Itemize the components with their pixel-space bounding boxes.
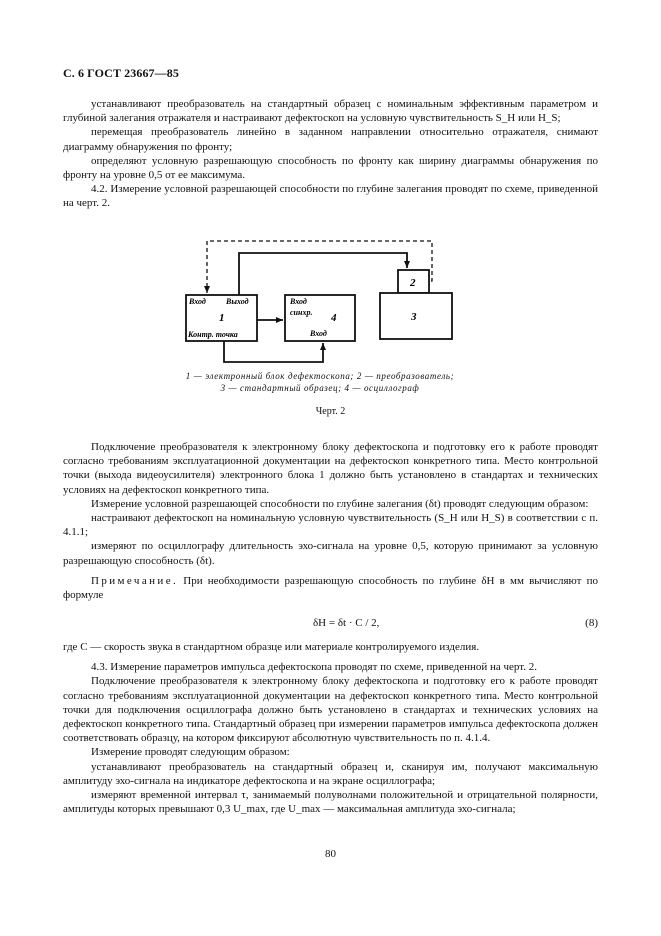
paragraph: Подключение преобразователя к электронному блоку дефектоскопа и подготовку его к работе проводят согласно требованиям эксплуатационной документации на дефектоскоп конкретного типа. Место контрольной точки (выхода видеоусилителя) электронного блока 1 должно быть установлено в стандартах и технических условиях на дефектоскоп конкретного типа. (63, 441, 598, 496)
figure-title: Черт. 2 (315, 406, 346, 417)
block-4-input-label: Вход (290, 297, 307, 306)
page-number: 80 (325, 848, 336, 860)
bottom-loop-line (224, 341, 323, 362)
note-paragraph (63, 574, 598, 602)
paragraph: настраивают дефектоскоп на номинальную условную чувствительность (S_H или H_S) в соответствии с п. 4.1.1; (63, 512, 598, 539)
paragraph: перемещая преобразователь линейно в заданном направлении относительно отражателя, снимают диаграмму обнаружения по фронту; (63, 126, 598, 153)
paragraph: устанавливают преобразователь на стандартный образец и, сканируя им, получают максимальную амплитуду эхо-сигнала на индикаторе дефектоскопа и на экране осциллографа; (63, 760, 598, 787)
block-1-number: 1 (219, 312, 225, 324)
formula-row (63, 617, 598, 631)
block-4-number: 4 (331, 312, 337, 324)
paragraph: Измерение проводят следующим образом: (91, 746, 290, 759)
text-block-3 (63, 640, 598, 816)
paragraph: Подключение преобразователя к электронному блоку дефектоскопа и подготовку его к работе проводят согласно требованиям эксплуатационной документации на дефектоскоп конкретного типа. Место контрольной точки для подключения осциллографа должно быть установлено в стандартах и технических условиях на дефектоскоп конкретного типа. Стандартный образец при измерении параметров импульса дефектоскопа должен соответствовать образцу, на котором фиксируют абсолютную чувствительность по п. 4.1.4. (63, 675, 598, 745)
figure-caption-line-1: 1 — электронный блок дефектоскопа; 2 — преобразователь; (185, 371, 455, 381)
block-1-input-label: Вход (189, 297, 206, 306)
block-4-sync-label: синхр. (290, 308, 313, 317)
block-1-output-label: Выход (226, 297, 249, 306)
paragraph: Измерение условной разрешающей способности по глубине залегания (δt) проводят следующим образом: (91, 497, 589, 510)
block-3-number: 3 (411, 311, 417, 323)
block-1-control-point-label: Контр. точка (188, 330, 238, 339)
paragraph: определяют условную разрешающую способность по фронту как ширину диаграммы обнаружения по фронту на уровне 0,5 от ее максимума. (63, 154, 598, 182)
figure-caption-line-2: 3 — стандартный образец; 4 — осциллограф (220, 383, 420, 393)
note-text: При необходимости разрешающую способность по глубине δH в мм вычисляют по формуле (63, 574, 598, 602)
page-header: С. 6 ГОСТ 23667—85 (63, 66, 179, 80)
block-2-number: 2 (410, 277, 416, 289)
paragraph: измеряют по осциллографу длительность эхо-сигнала на уровне 0,5, которую принимают за условную разрешающую способность (δt). (63, 540, 598, 567)
formula-number: (8) (585, 617, 598, 629)
note-label: Примечание. (91, 574, 179, 587)
block-4-input2-label: Вход (310, 329, 327, 338)
paragraph: 4.3. Измерение параметров импульса дефектоскопа проводят по схеме, приведенной на черт. 2. (91, 661, 538, 674)
paragraph: устанавливают преобразователь на стандартный образец с номинальным эффективным параметром и глубиной залегания отражателя и настраивают дефектоскоп на условную чувствительность S_H или H_S; (63, 98, 598, 125)
text-block-2 (63, 440, 598, 602)
paragraph: 4.2. Измерение условной разрешающей способности по глубине залегания проводят по схеме, приведенной на черт. 2. (63, 183, 598, 210)
paragraph: измеряют временной интервал τ, занимаемый полуволнами положительной и отрицательной полярности, амплитуды которых превышают 0,3 U_max, где U_max — максимальная амплитуда эхо-сигнала; (63, 789, 598, 816)
formula: δH = δt · C / 2, (313, 617, 380, 629)
output-to-transducer-line (239, 253, 407, 295)
paragraph: где C — скорость звука в стандартном образце или материале контролируемого изделия. (63, 641, 480, 653)
